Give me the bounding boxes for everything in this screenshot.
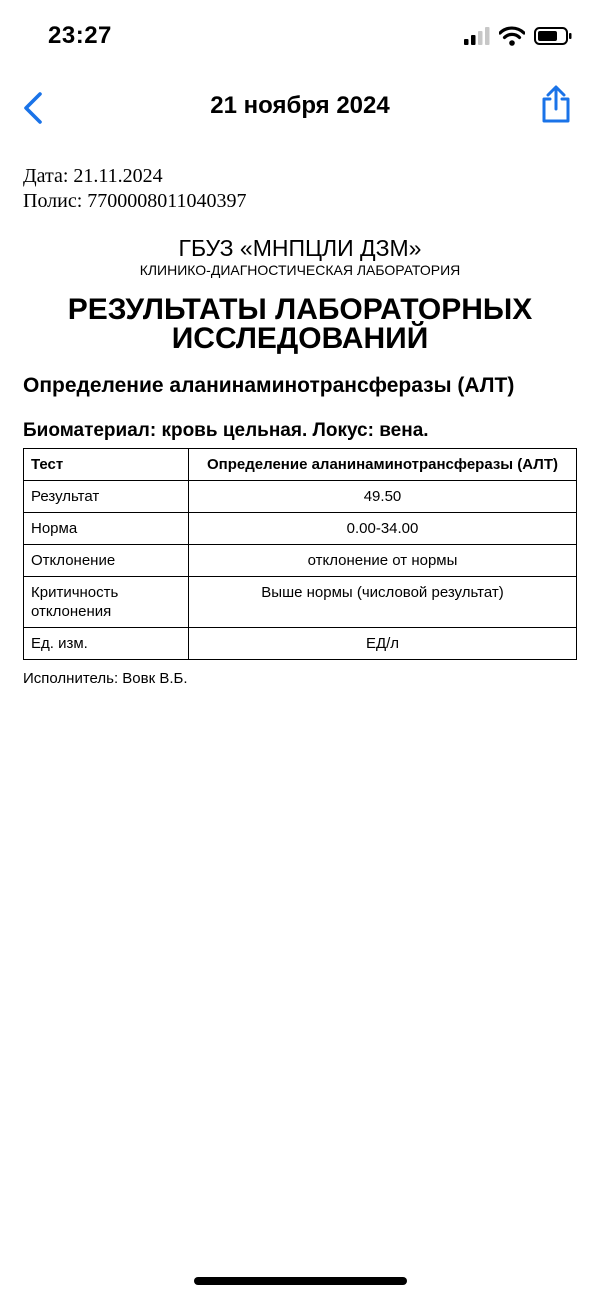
share-icon [538,84,574,126]
row-value: 0.00-34.00 [189,513,577,545]
navigation-bar [0,80,600,134]
table-header-row [24,449,577,481]
document-title: РЕЗУЛЬТАТЫ ЛАБОРАТОРНЫХ ИССЛЕДОВАНИЙ [67,293,533,355]
row-label: Отклонение [24,545,189,577]
table-row [24,513,577,545]
table-header-value: Определение аланинаминотрансферазы (АЛТ) [189,449,577,481]
row-value: ЕД/л [189,628,577,660]
table-row [24,628,577,660]
row-value: отклонение от нормы [189,545,577,577]
row-label: Результат [24,481,189,513]
executor-line: Исполнитель: Вовк В.Б. [23,670,188,687]
status-icons [464,26,572,46]
organization-subtitle: КЛИНИКО-ДИАГНОСТИЧЕСКАЯ ЛАБОРАТОРИЯ [139,262,461,278]
results-table [23,448,577,660]
row-value: Выше нормы (числовой результат) [189,577,577,628]
page-title: 21 ноября 2024 [210,92,390,119]
status-bar [0,0,600,70]
row-label: Норма [24,513,189,545]
wifi-icon [499,26,525,46]
biomaterial-line: Биоматериал: кровь цельная. Локус: вена. [23,420,429,441]
table-row [24,481,577,513]
table-row [24,545,577,577]
home-indicator[interactable] [194,1277,407,1285]
lab-report-document [23,164,577,688]
cellular-signal-icon [464,27,490,45]
table-row [24,577,577,628]
battery-icon [534,26,572,46]
table-header-label: Тест [24,449,189,481]
share-button[interactable] [538,84,574,126]
test-title: Определение аланинаминотрансферазы (АЛТ) [23,374,515,397]
row-label: Критичность отклонения [24,577,189,628]
policy-line: Полис: 7700008011040397 [23,190,247,212]
date-line: Дата: 21.11.2024 [23,165,163,187]
row-label: Ед. изм. [24,628,189,660]
row-value: 49.50 [189,481,577,513]
status-time: 23:27 [48,22,112,49]
organization-name: ГБУЗ «МНПЦЛИ ДЗМ» [178,235,422,261]
